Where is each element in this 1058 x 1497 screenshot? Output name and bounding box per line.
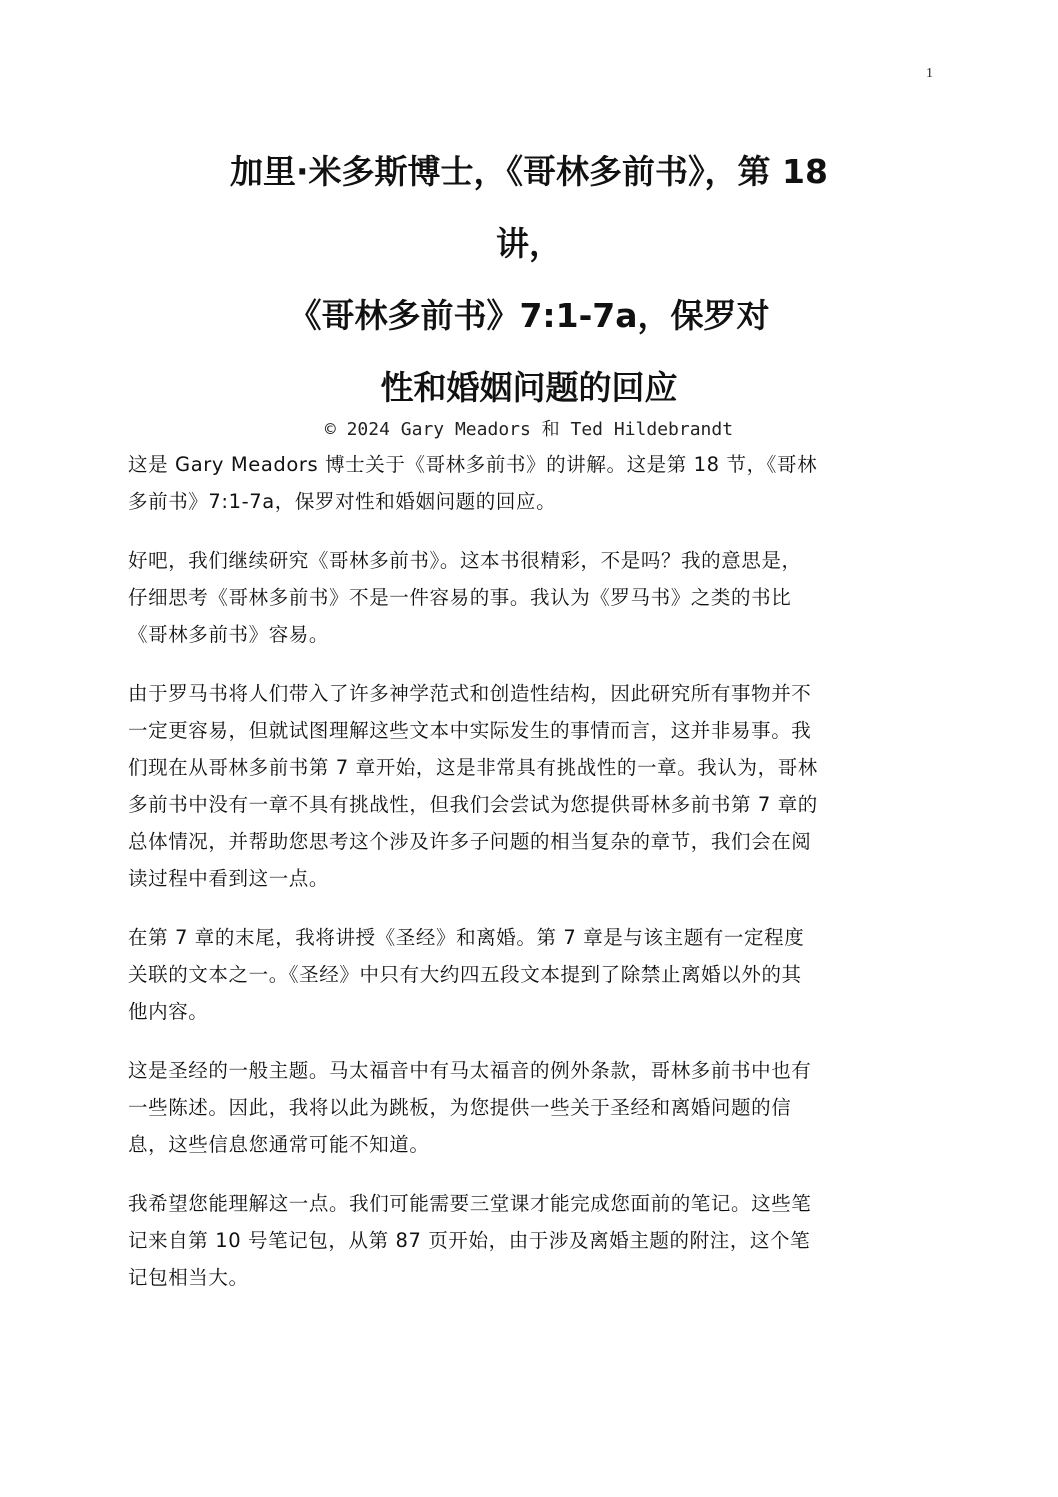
text-line: 多前书中没有一章不具有挑战性，但我们会尝试为您提供哥林多前书第 7 章的	[128, 793, 818, 816]
paragraph	[128, 919, 928, 1030]
text-line: 多前书》7:1-7a，保罗对性和婚姻问题的回应。	[128, 490, 557, 513]
text-line: 《哥林多前书》容易。	[128, 623, 330, 646]
text-line: 好吧，我们继续研究《哥林多前书》。这本书很精彩，不是吗？我的意思是，	[128, 549, 802, 572]
text-line: 仔细思考《哥林多前书》不是一件容易的事。我认为《罗马书》之类的书比	[128, 586, 792, 609]
text-line: 总体情况，并帮助您思考这个涉及许多子问题的相当复杂的章节，我们会在阅	[128, 830, 812, 853]
text-line: 这是 Gary Meadors 博士关于《哥林多前书》的讲解。这是第 18 节，《哥林	[128, 453, 818, 476]
title-line: 讲，	[496, 224, 562, 263]
title-line: 加里·米多斯博士，《哥林多前书》，第 18	[230, 152, 828, 191]
title-line: 性和婚姻问题的回应	[380, 368, 678, 407]
text-line: 记包相当大。	[128, 1266, 249, 1289]
paragraph	[128, 675, 928, 897]
paragraph	[128, 1185, 928, 1296]
text-line: 在第 7 章的末尾，我将讲授《圣经》和离婚。第 7 章是与该主题有一定程度	[128, 926, 805, 949]
text-line: 由于罗马书将人们带入了许多神学范式和创造性结构，因此研究所有事物并不	[128, 682, 812, 705]
text-line: 一些陈述。因此，我将以此为跳板，为您提供一些关于圣经和离婚问题的信	[128, 1096, 792, 1119]
paragraph	[128, 542, 928, 653]
text-line: 一定更容易，但就试图理解这些文本中实际发生的事情而言，这并非易事。我	[128, 719, 812, 742]
body-text	[128, 446, 928, 1318]
text-line: 们现在从哥林多前书第 7 章开始，这是非常具有挑战性的一章。我认为，哥林	[128, 756, 818, 779]
text-line: 记来自第 10 号笔记包，从第 87 页开始，由于涉及离婚主题的附注，这个笔	[128, 1229, 811, 1252]
paragraph	[128, 1052, 928, 1163]
text-line: 这是圣经的一般主题。马太福音中有马太福音的例外条款，哥林多前书中也有	[128, 1059, 812, 1082]
copyright-notice: © 2024 Gary Meadors 和 Ted Hildebrandt	[324, 419, 734, 440]
title-line: 《哥林多前书》7:1-7a，保罗对	[288, 296, 770, 335]
text-line: 读过程中看到这一点。	[128, 867, 330, 890]
title-block	[140, 136, 918, 442]
text-line: 关联的文本之一。《圣经》中只有大约四五段文本提到了除禁止离婚以外的其	[128, 963, 802, 986]
text-line: 息，这些信息您通常可能不知道。	[128, 1133, 430, 1156]
paragraph	[128, 446, 928, 520]
text-line: 他内容。	[128, 1000, 209, 1023]
page-number: 1	[926, 66, 933, 81]
text-line: 我希望您能理解这一点。我们可能需要三堂课才能完成您面前的笔记。这些笔	[128, 1192, 812, 1215]
